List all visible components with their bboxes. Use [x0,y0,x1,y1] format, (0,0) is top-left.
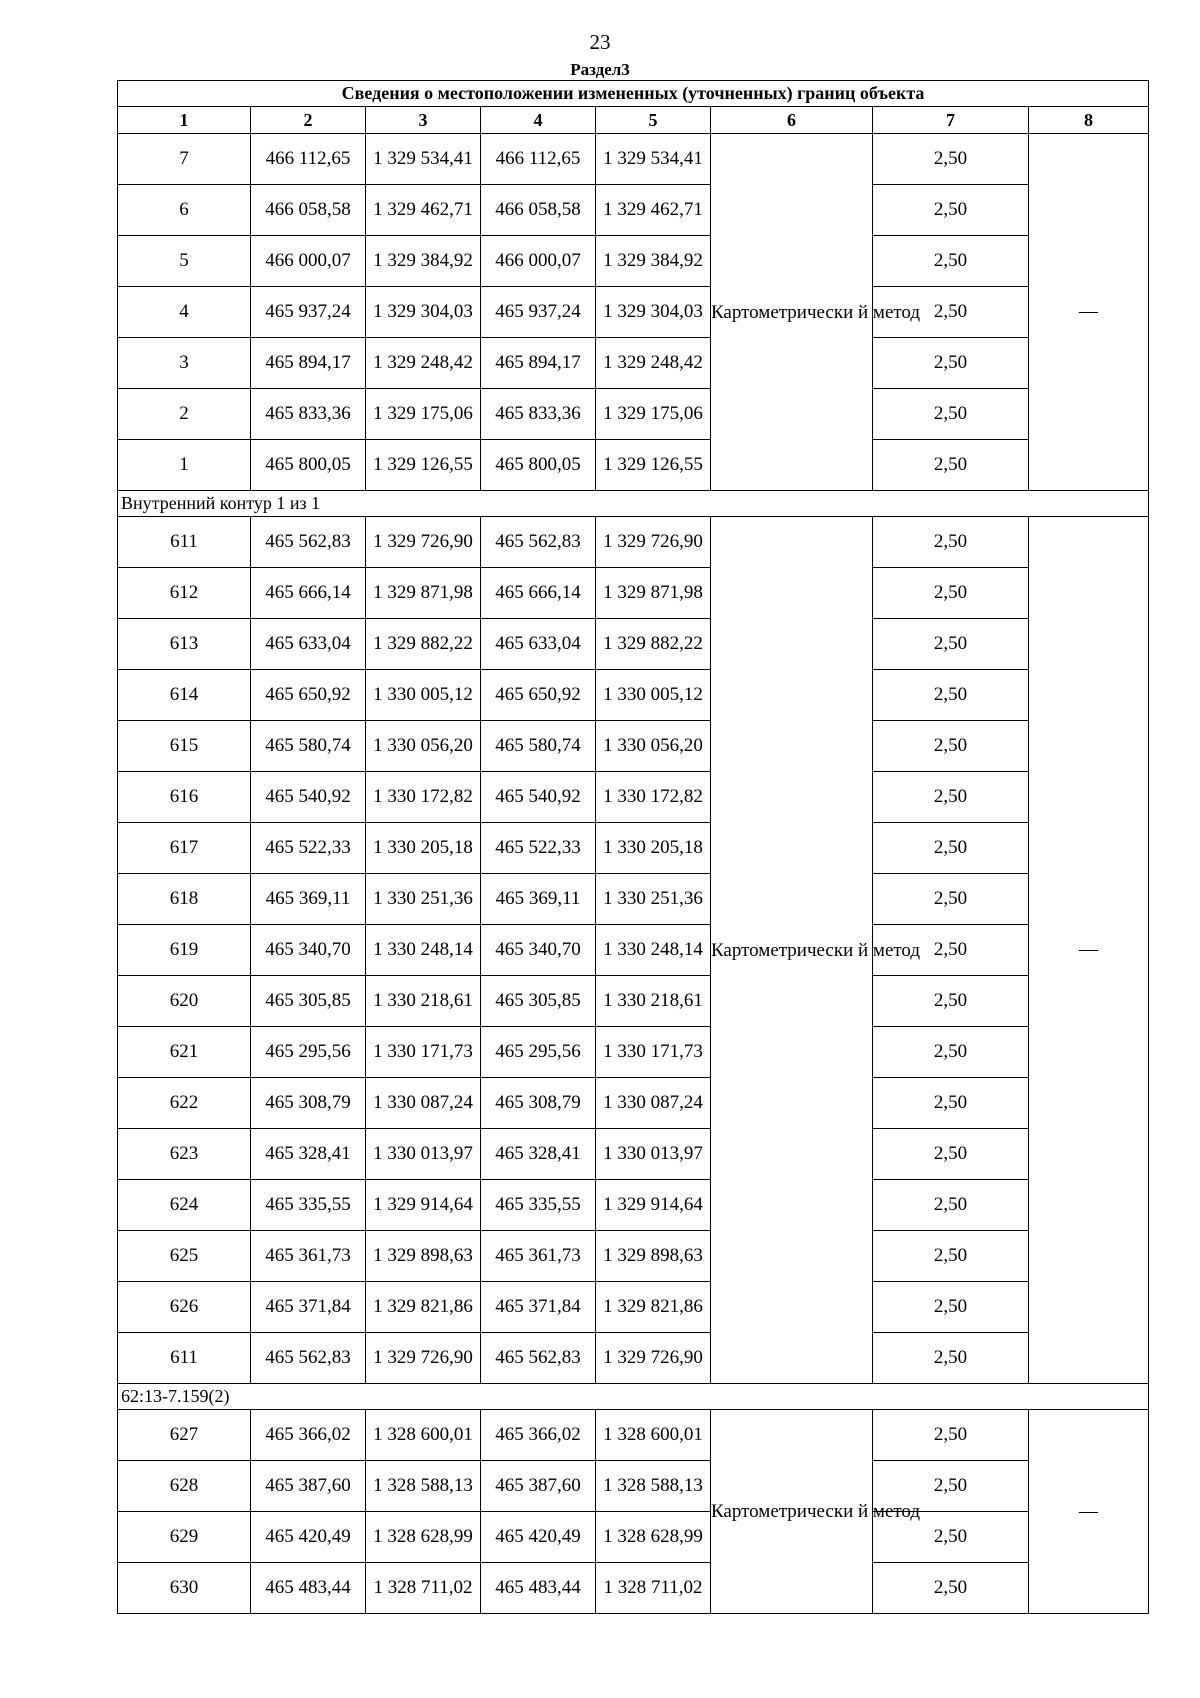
column-header-7: 7 [873,107,1029,134]
point-number-cell: 621 [118,1027,251,1078]
x-new-cell: 465 633,04 [481,619,596,670]
x-existing-cell: 465 580,74 [251,721,366,772]
table-row [118,1078,1149,1129]
accuracy-cell: 2,50 [873,1563,1029,1614]
y-new-cell: 1 330 005,12 [596,670,711,721]
x-existing-cell: 465 483,44 [251,1563,366,1614]
y-existing-cell: 1 329 726,90 [366,517,481,568]
y-new-cell: 1 329 126,55 [596,440,711,491]
accuracy-cell: 2,50 [873,236,1029,287]
y-existing-cell: 1 329 726,90 [366,1333,481,1384]
y-existing-cell: 1 329 534,41 [366,134,481,185]
point-number-cell: 620 [118,976,251,1027]
x-existing-cell: 465 650,92 [251,670,366,721]
point-number-cell: 5 [118,236,251,287]
x-existing-cell: 465 540,92 [251,772,366,823]
point-number-cell: 7 [118,134,251,185]
x-existing-cell: 465 666,14 [251,568,366,619]
table-row [118,1282,1149,1333]
note-cell: — [1029,134,1149,491]
x-new-cell: 465 420,49 [481,1512,596,1563]
accuracy-cell: 2,50 [873,619,1029,670]
table-row [118,721,1149,772]
point-number-cell: 628 [118,1461,251,1512]
x-new-cell: 465 295,56 [481,1027,596,1078]
table-row [118,976,1149,1027]
accuracy-cell: 2,50 [873,1180,1029,1231]
table-row [118,568,1149,619]
table-row [118,772,1149,823]
section-label: Раздел3 [570,60,630,79]
table-row [118,1410,1149,1461]
x-existing-cell: 465 305,85 [251,976,366,1027]
y-new-cell: 1 328 600,01 [596,1410,711,1461]
column-header-3: 3 [366,107,481,134]
y-existing-cell: 1 329 871,98 [366,568,481,619]
table-row [118,389,1149,440]
y-new-cell: 1 330 087,24 [596,1078,711,1129]
column-header-1: 1 [118,107,251,134]
table-row [118,287,1149,338]
x-existing-cell: 466 112,65 [251,134,366,185]
point-number-cell: 614 [118,670,251,721]
table-row [118,1180,1149,1231]
y-existing-cell: 1 330 005,12 [366,670,481,721]
point-number-cell: 619 [118,925,251,976]
y-new-cell: 1 330 013,97 [596,1129,711,1180]
y-existing-cell: 1 329 248,42 [366,338,481,389]
accuracy-cell: 2,50 [873,1333,1029,1384]
y-existing-cell: 1 330 171,73 [366,1027,481,1078]
table-row [118,1512,1149,1563]
x-existing-cell: 465 366,02 [251,1410,366,1461]
x-new-cell: 465 937,24 [481,287,596,338]
accuracy-cell: 2,50 [873,721,1029,772]
table-row [118,670,1149,721]
table-row [118,925,1149,976]
accuracy-cell: 2,50 [873,823,1029,874]
point-number-cell: 611 [118,1333,251,1384]
accuracy-cell: 2,50 [873,1461,1029,1512]
y-new-cell: 1 329 175,06 [596,389,711,440]
point-number-cell: 629 [118,1512,251,1563]
x-existing-cell: 465 833,36 [251,389,366,440]
accuracy-cell: 2,50 [873,772,1029,823]
x-new-cell: 465 366,02 [481,1410,596,1461]
y-new-cell: 1 329 384,92 [596,236,711,287]
y-existing-cell: 1 330 172,82 [366,772,481,823]
y-new-cell: 1 329 882,22 [596,619,711,670]
point-number-cell: 626 [118,1282,251,1333]
point-number-cell: 615 [118,721,251,772]
x-new-cell: 465 800,05 [481,440,596,491]
point-number-cell: 613 [118,619,251,670]
accuracy-cell: 2,50 [873,1231,1029,1282]
x-new-cell: 465 483,44 [481,1563,596,1614]
x-new-cell: 466 000,07 [481,236,596,287]
contour-group-row [118,491,1149,517]
y-existing-cell: 1 330 087,24 [366,1078,481,1129]
method-cell: Картометрически й метод [711,1410,873,1614]
x-existing-cell: 465 295,56 [251,1027,366,1078]
x-new-cell: 465 308,79 [481,1078,596,1129]
point-number-cell: 617 [118,823,251,874]
point-number-cell: 625 [118,1231,251,1282]
y-existing-cell: 1 329 126,55 [366,440,481,491]
x-new-cell: 465 305,85 [481,976,596,1027]
y-new-cell: 1 329 821,86 [596,1282,711,1333]
accuracy-cell: 2,50 [873,517,1029,568]
column-header-6: 6 [711,107,873,134]
y-existing-cell: 1 328 711,02 [366,1563,481,1614]
table-row [118,823,1149,874]
y-new-cell: 1 330 248,14 [596,925,711,976]
y-new-cell: 1 329 304,03 [596,287,711,338]
accuracy-cell: 2,50 [873,1282,1029,1333]
point-number-cell: 1 [118,440,251,491]
x-new-cell: 465 650,92 [481,670,596,721]
y-existing-cell: 1 329 914,64 [366,1180,481,1231]
contour-group-row [118,1384,1149,1410]
y-new-cell: 1 330 251,36 [596,874,711,925]
table-title-row [118,81,1149,107]
column-header-4: 4 [481,107,596,134]
y-new-cell: 1 330 171,73 [596,1027,711,1078]
accuracy-cell: 2,50 [873,185,1029,236]
column-header-row [118,107,1149,134]
point-number-cell: 627 [118,1410,251,1461]
y-existing-cell: 1 329 175,06 [366,389,481,440]
y-existing-cell: 1 329 898,63 [366,1231,481,1282]
y-new-cell: 1 329 898,63 [596,1231,711,1282]
x-existing-cell: 465 562,83 [251,517,366,568]
y-new-cell: 1 329 726,90 [596,517,711,568]
x-existing-cell: 465 387,60 [251,1461,366,1512]
x-new-cell: 466 112,65 [481,134,596,185]
x-existing-cell: 465 308,79 [251,1078,366,1129]
table-row [118,440,1149,491]
x-new-cell: 465 369,11 [481,874,596,925]
x-existing-cell: 465 633,04 [251,619,366,670]
column-header-8: 8 [1029,107,1149,134]
table-row [118,236,1149,287]
x-new-cell: 465 361,73 [481,1231,596,1282]
table-row [118,874,1149,925]
y-new-cell: 1 328 588,13 [596,1461,711,1512]
x-existing-cell: 465 361,73 [251,1231,366,1282]
table-title: Сведения о местоположении измененных (уточненных) границ объекта [118,81,1149,107]
x-new-cell: 465 387,60 [481,1461,596,1512]
y-existing-cell: 1 330 013,97 [366,1129,481,1180]
table-row [118,1231,1149,1282]
accuracy-cell: 2,50 [873,338,1029,389]
table-row [118,517,1149,568]
accuracy-cell: 2,50 [873,874,1029,925]
y-existing-cell: 1 329 821,86 [366,1282,481,1333]
y-existing-cell: 1 329 304,03 [366,287,481,338]
note-cell: — [1029,517,1149,1384]
x-existing-cell: 465 562,83 [251,1333,366,1384]
y-new-cell: 1 328 711,02 [596,1563,711,1614]
column-header-2: 2 [251,107,366,134]
x-existing-cell: 466 000,07 [251,236,366,287]
contour-label: Внутренний контур 1 из 1 [118,491,1149,517]
x-existing-cell: 465 937,24 [251,287,366,338]
column-header-5: 5 [596,107,711,134]
y-new-cell: 1 330 056,20 [596,721,711,772]
y-new-cell: 1 330 205,18 [596,823,711,874]
point-number-cell: 616 [118,772,251,823]
x-new-cell: 465 894,17 [481,338,596,389]
x-existing-cell: 465 522,33 [251,823,366,874]
method-cell: Картометрически й метод [711,517,873,1384]
table-row [118,1461,1149,1512]
table-row [118,1333,1149,1384]
x-new-cell: 465 540,92 [481,772,596,823]
x-new-cell: 465 340,70 [481,925,596,976]
y-existing-cell: 1 329 882,22 [366,619,481,670]
x-existing-cell: 465 328,41 [251,1129,366,1180]
accuracy-cell: 2,50 [873,976,1029,1027]
point-number-cell: 4 [118,287,251,338]
point-number-cell: 623 [118,1129,251,1180]
y-new-cell: 1 329 534,41 [596,134,711,185]
x-existing-cell: 465 369,11 [251,874,366,925]
y-new-cell: 1 329 726,90 [596,1333,711,1384]
table-row [118,1563,1149,1614]
x-new-cell: 466 058,58 [481,185,596,236]
y-existing-cell: 1 330 218,61 [366,976,481,1027]
x-new-cell: 465 562,83 [481,1333,596,1384]
x-new-cell: 465 522,33 [481,823,596,874]
x-existing-cell: 465 371,84 [251,1282,366,1333]
x-existing-cell: 465 894,17 [251,338,366,389]
table-row [118,338,1149,389]
point-number-cell: 611 [118,517,251,568]
page-number: 23 [589,30,611,54]
table-row [118,619,1149,670]
y-new-cell: 1 328 628,99 [596,1512,711,1563]
point-number-cell: 624 [118,1180,251,1231]
point-number-cell: 2 [118,389,251,440]
x-new-cell: 465 371,84 [481,1282,596,1333]
x-existing-cell: 466 058,58 [251,185,366,236]
table-row [118,134,1149,185]
x-existing-cell: 465 335,55 [251,1180,366,1231]
x-existing-cell: 465 340,70 [251,925,366,976]
accuracy-cell: 2,50 [873,1078,1029,1129]
x-new-cell: 465 328,41 [481,1129,596,1180]
y-new-cell: 1 329 871,98 [596,568,711,619]
accuracy-cell: 2,50 [873,1129,1029,1180]
y-existing-cell: 1 330 056,20 [366,721,481,772]
point-number-cell: 3 [118,338,251,389]
table-row [118,1027,1149,1078]
y-existing-cell: 1 330 205,18 [366,823,481,874]
y-new-cell: 1 330 218,61 [596,976,711,1027]
x-existing-cell: 465 800,05 [251,440,366,491]
y-existing-cell: 1 328 600,01 [366,1410,481,1461]
x-new-cell: 465 833,36 [481,389,596,440]
point-number-cell: 612 [118,568,251,619]
y-existing-cell: 1 329 462,71 [366,185,481,236]
x-new-cell: 465 562,83 [481,517,596,568]
point-number-cell: 630 [118,1563,251,1614]
coordinates-table [117,80,1149,1614]
table-row [118,185,1149,236]
accuracy-cell: 2,50 [873,1027,1029,1078]
accuracy-cell: 2,50 [873,925,1029,976]
method-cell: Картометрически й метод [711,134,873,491]
x-new-cell: 465 666,14 [481,568,596,619]
table-row [118,1129,1149,1180]
accuracy-cell: 2,50 [873,1410,1029,1461]
x-new-cell: 465 580,74 [481,721,596,772]
y-existing-cell: 1 328 588,13 [366,1461,481,1512]
accuracy-cell: 2,50 [873,287,1029,338]
point-number-cell: 618 [118,874,251,925]
y-existing-cell: 1 330 251,36 [366,874,481,925]
y-new-cell: 1 329 462,71 [596,185,711,236]
accuracy-cell: 2,50 [873,670,1029,721]
accuracy-cell: 2,50 [873,440,1029,491]
y-existing-cell: 1 330 248,14 [366,925,481,976]
note-cell: — [1029,1410,1149,1614]
accuracy-cell: 2,50 [873,389,1029,440]
x-existing-cell: 465 420,49 [251,1512,366,1563]
accuracy-cell: 2,50 [873,1512,1029,1563]
y-existing-cell: 1 328 628,99 [366,1512,481,1563]
y-new-cell: 1 330 172,82 [596,772,711,823]
point-number-cell: 6 [118,185,251,236]
x-new-cell: 465 335,55 [481,1180,596,1231]
y-new-cell: 1 329 248,42 [596,338,711,389]
accuracy-cell: 2,50 [873,568,1029,619]
point-number-cell: 622 [118,1078,251,1129]
contour-label: 62:13-7.159(2) [118,1384,1149,1410]
y-existing-cell: 1 329 384,92 [366,236,481,287]
accuracy-cell: 2,50 [873,134,1029,185]
y-new-cell: 1 329 914,64 [596,1180,711,1231]
